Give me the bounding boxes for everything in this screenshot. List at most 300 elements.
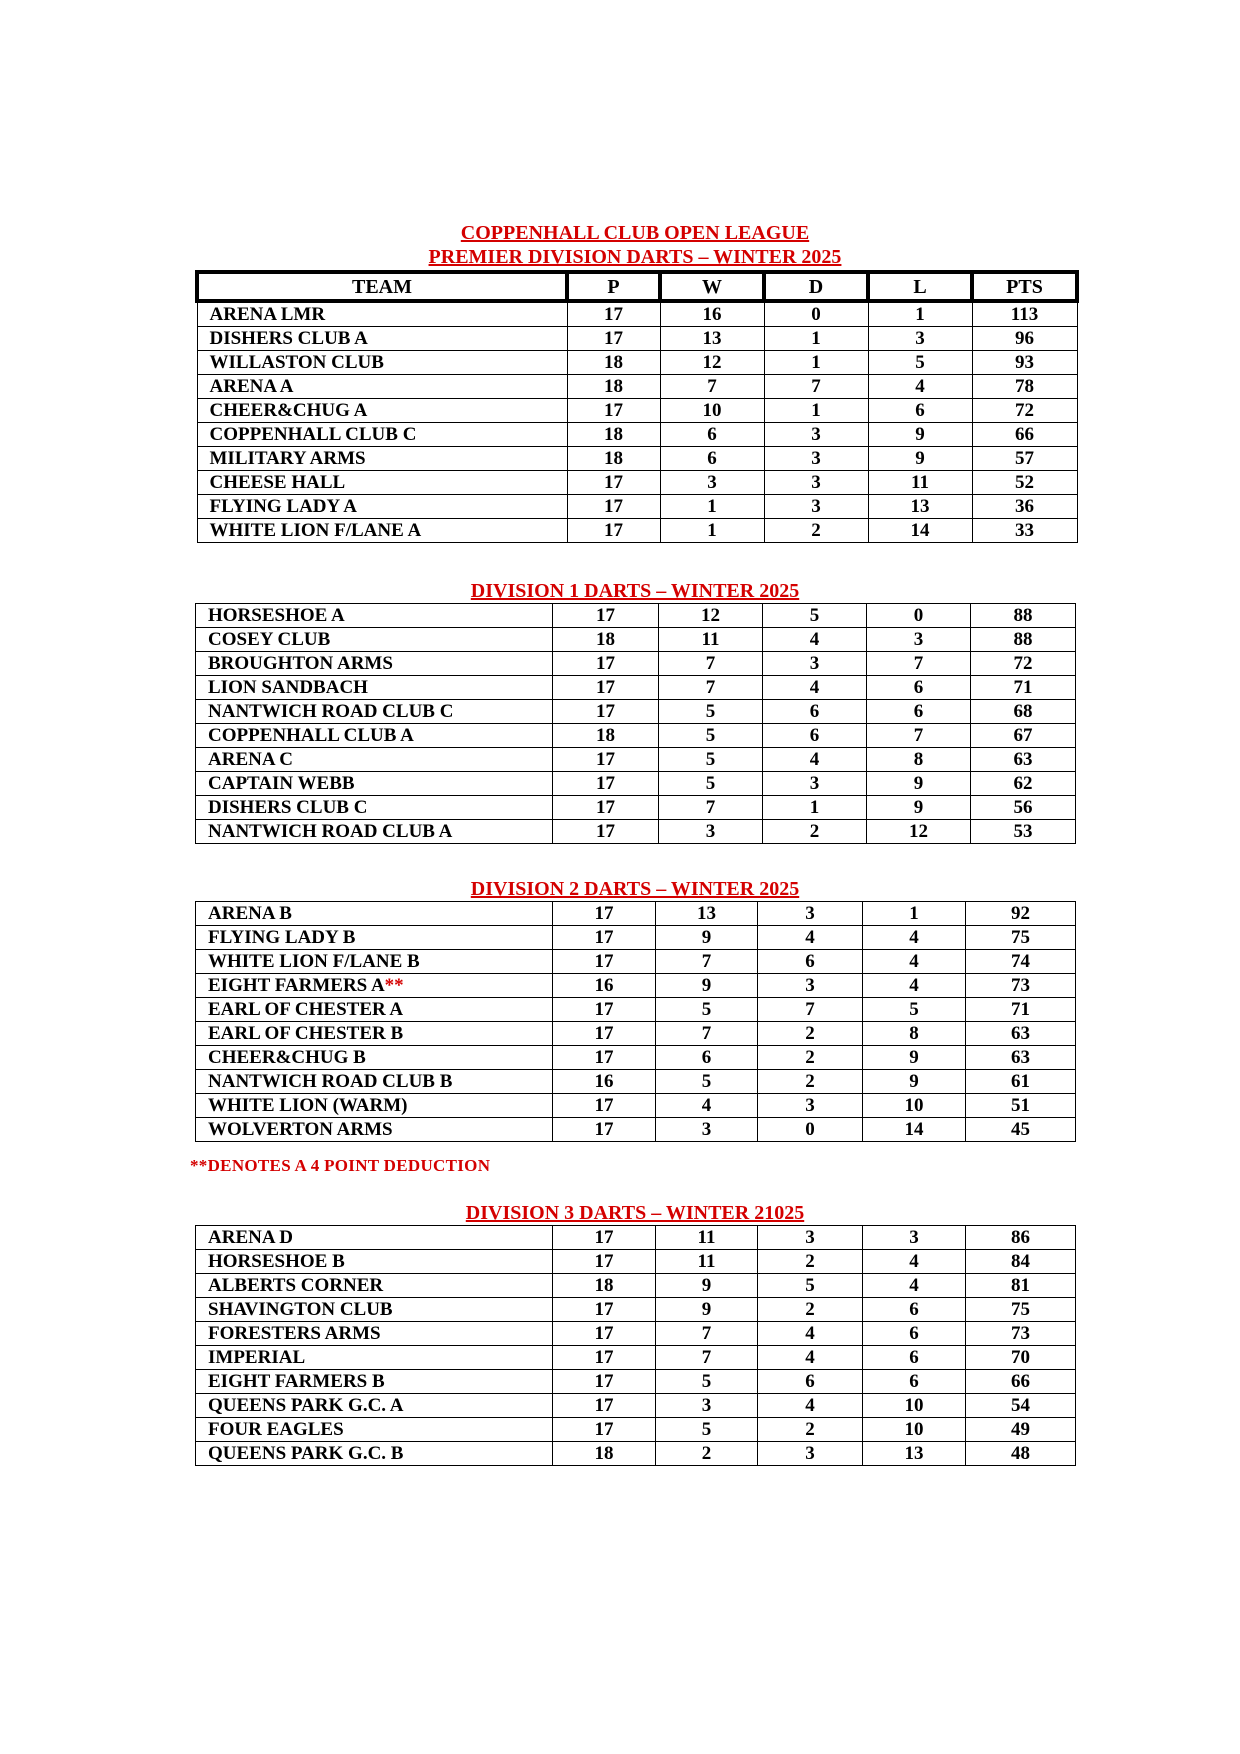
team-name: NANTWICH ROAD CLUB A bbox=[208, 820, 453, 842]
won-cell: 11 bbox=[656, 1250, 758, 1274]
deduction-marker: ** bbox=[384, 974, 404, 996]
drawn-cell: 4 bbox=[758, 1394, 863, 1418]
lost-cell: 10 bbox=[863, 1094, 966, 1118]
won-cell: 9 bbox=[656, 926, 758, 950]
table-row bbox=[196, 1322, 1076, 1346]
table-header-row bbox=[197, 272, 1077, 301]
won-cell: 11 bbox=[656, 1226, 758, 1250]
team-name-cell bbox=[196, 748, 553, 772]
team-name-cell bbox=[196, 1394, 553, 1418]
played-cell: 17 bbox=[553, 1298, 656, 1322]
team-name: ARENA C bbox=[208, 748, 293, 770]
table-row bbox=[196, 700, 1076, 724]
team-name: EARL OF CHESTER A bbox=[208, 998, 404, 1020]
won-cell: 6 bbox=[660, 447, 764, 471]
won-cell: 5 bbox=[656, 1370, 758, 1394]
team-name-cell bbox=[196, 1118, 553, 1142]
won-cell: 7 bbox=[656, 950, 758, 974]
played-cell: 17 bbox=[567, 471, 660, 495]
points-cell: 75 bbox=[966, 926, 1076, 950]
points-cell: 88 bbox=[971, 628, 1076, 652]
team-name-cell bbox=[196, 902, 553, 926]
team-name-cell bbox=[196, 628, 553, 652]
division-1-title: DIVISION 1 DARTS – WINTER 2025 bbox=[470, 580, 800, 602]
points-cell: 113 bbox=[972, 301, 1077, 327]
played-cell: 17 bbox=[553, 1226, 656, 1250]
played-cell: 17 bbox=[553, 950, 656, 974]
team-name-cell bbox=[196, 1442, 553, 1466]
played-cell: 17 bbox=[553, 604, 659, 628]
lost-cell: 10 bbox=[863, 1394, 966, 1418]
drawn-cell: 4 bbox=[763, 628, 867, 652]
played-cell: 17 bbox=[553, 902, 656, 926]
points-cell: 57 bbox=[972, 447, 1077, 471]
team-name-cell bbox=[196, 1070, 553, 1094]
played-cell: 18 bbox=[567, 351, 660, 375]
played-cell: 17 bbox=[553, 796, 659, 820]
team-name: COSEY CLUB bbox=[208, 628, 331, 650]
team-name: CHEESE HALL bbox=[209, 471, 346, 493]
lost-cell: 4 bbox=[863, 926, 966, 950]
lost-cell: 10 bbox=[863, 1418, 966, 1442]
drawn-cell: 3 bbox=[764, 471, 868, 495]
team-name: CHEER&CHUG B bbox=[208, 1046, 366, 1068]
played-cell: 17 bbox=[567, 399, 660, 423]
table-row bbox=[197, 423, 1077, 447]
division-2-table bbox=[195, 901, 1076, 1142]
points-cell: 70 bbox=[966, 1346, 1076, 1370]
lost-cell: 6 bbox=[868, 399, 972, 423]
won-cell: 7 bbox=[660, 375, 764, 399]
team-name-cell bbox=[196, 1094, 553, 1118]
points-cell: 78 bbox=[972, 375, 1077, 399]
drawn-cell: 2 bbox=[758, 1046, 863, 1070]
team-name-cell bbox=[196, 974, 553, 998]
played-cell: 17 bbox=[553, 820, 659, 844]
won-cell: 7 bbox=[659, 796, 763, 820]
lost-cell: 9 bbox=[867, 772, 971, 796]
played-cell: 17 bbox=[567, 495, 660, 519]
team-name-cell bbox=[196, 1274, 553, 1298]
points-cell: 86 bbox=[966, 1226, 1076, 1250]
team-name-cell bbox=[196, 1022, 553, 1046]
points-cell: 63 bbox=[966, 1022, 1076, 1046]
lost-cell: 13 bbox=[863, 1442, 966, 1466]
won-cell: 5 bbox=[659, 700, 763, 724]
played-cell: 17 bbox=[553, 1046, 656, 1070]
drawn-cell: 6 bbox=[763, 724, 867, 748]
drawn-cell: 6 bbox=[763, 700, 867, 724]
team-name: HORSESHOE A bbox=[208, 604, 345, 626]
team-name: ARENA D bbox=[208, 1226, 293, 1248]
played-cell: 16 bbox=[553, 1070, 656, 1094]
team-name-cell bbox=[196, 820, 553, 844]
team-name: CAPTAIN WEBB bbox=[208, 772, 355, 794]
team-name: SHAVINGTON CLUB bbox=[208, 1298, 393, 1320]
premier-division-table bbox=[195, 270, 1079, 543]
team-name: FLYING LADY A bbox=[209, 495, 357, 517]
team-name-cell bbox=[197, 495, 567, 519]
premier-division-title: PREMIER DIVISION DARTS – WINTER 2025 bbox=[428, 246, 842, 268]
points-cell: 53 bbox=[971, 820, 1076, 844]
lost-cell: 7 bbox=[867, 724, 971, 748]
drawn-cell: 2 bbox=[758, 1022, 863, 1046]
drawn-cell: 3 bbox=[764, 423, 868, 447]
won-cell: 13 bbox=[656, 902, 758, 926]
drawn-cell: 3 bbox=[758, 1094, 863, 1118]
team-name-cell bbox=[196, 772, 553, 796]
lost-cell: 6 bbox=[863, 1322, 966, 1346]
table-row bbox=[197, 447, 1077, 471]
played-cell: 17 bbox=[553, 1250, 656, 1274]
team-name-cell bbox=[197, 399, 567, 423]
team-name-cell bbox=[197, 447, 567, 471]
played-cell: 17 bbox=[553, 652, 659, 676]
team-name: WHITE LION F/LANE A bbox=[209, 519, 422, 541]
won-cell: 2 bbox=[656, 1442, 758, 1466]
division-1-table bbox=[195, 603, 1076, 844]
points-cell: 66 bbox=[966, 1370, 1076, 1394]
table-row bbox=[196, 820, 1076, 844]
drawn-cell: 3 bbox=[763, 772, 867, 796]
table-row bbox=[196, 1070, 1076, 1094]
played-cell: 17 bbox=[553, 772, 659, 796]
drawn-cell: 6 bbox=[758, 950, 863, 974]
lost-cell: 9 bbox=[868, 423, 972, 447]
table-row bbox=[196, 628, 1076, 652]
team-name-cell bbox=[196, 652, 553, 676]
won-cell: 10 bbox=[660, 399, 764, 423]
team-name-cell bbox=[196, 604, 553, 628]
team-name: WILLASTON CLUB bbox=[209, 351, 384, 373]
table-row bbox=[196, 926, 1076, 950]
team-name: FOUR EAGLES bbox=[208, 1418, 344, 1440]
points-cell: 73 bbox=[966, 1322, 1076, 1346]
team-name: BROUGHTON ARMS bbox=[208, 652, 393, 674]
lost-cell: 14 bbox=[868, 519, 972, 543]
lost-cell: 6 bbox=[863, 1346, 966, 1370]
drawn-cell: 1 bbox=[763, 796, 867, 820]
points-cell: 67 bbox=[971, 724, 1076, 748]
team-name: WOLVERTON ARMS bbox=[208, 1118, 393, 1140]
column-header-won: W bbox=[660, 272, 764, 301]
points-cell: 74 bbox=[966, 950, 1076, 974]
lost-cell: 4 bbox=[868, 375, 972, 399]
table-row bbox=[196, 724, 1076, 748]
team-name: EIGHT FARMERS B bbox=[208, 1370, 385, 1392]
drawn-cell: 3 bbox=[758, 1442, 863, 1466]
team-name: HORSESHOE B bbox=[208, 1250, 345, 1272]
points-cell: 63 bbox=[971, 748, 1076, 772]
won-cell: 7 bbox=[656, 1322, 758, 1346]
won-cell: 5 bbox=[659, 748, 763, 772]
won-cell: 9 bbox=[656, 1298, 758, 1322]
played-cell: 17 bbox=[553, 1094, 656, 1118]
lost-cell: 4 bbox=[863, 1274, 966, 1298]
played-cell: 17 bbox=[553, 1418, 656, 1442]
lost-cell: 11 bbox=[868, 471, 972, 495]
points-cell: 63 bbox=[966, 1046, 1076, 1070]
played-cell: 17 bbox=[553, 926, 656, 950]
won-cell: 5 bbox=[656, 1418, 758, 1442]
points-cell: 96 bbox=[972, 327, 1077, 351]
team-name: COPPENHALL CLUB A bbox=[208, 724, 414, 746]
lost-cell: 3 bbox=[868, 327, 972, 351]
table-row bbox=[196, 1442, 1076, 1466]
drawn-cell: 0 bbox=[758, 1118, 863, 1142]
points-cell: 68 bbox=[971, 700, 1076, 724]
league-title: COPPENHALL CLUB OPEN LEAGUE bbox=[460, 222, 810, 244]
played-cell: 18 bbox=[567, 447, 660, 471]
team-name-cell bbox=[197, 471, 567, 495]
team-name-cell bbox=[196, 1322, 553, 1346]
points-cell: 93 bbox=[972, 351, 1077, 375]
column-header-lost: L bbox=[868, 272, 972, 301]
played-cell: 18 bbox=[553, 1442, 656, 1466]
team-name-cell bbox=[197, 351, 567, 375]
drawn-cell: 4 bbox=[763, 748, 867, 772]
won-cell: 16 bbox=[660, 301, 764, 327]
lost-cell: 14 bbox=[863, 1118, 966, 1142]
drawn-cell: 0 bbox=[764, 301, 868, 327]
table-row bbox=[196, 748, 1076, 772]
points-cell: 75 bbox=[966, 1298, 1076, 1322]
lost-cell: 9 bbox=[863, 1046, 966, 1070]
lost-cell: 12 bbox=[867, 820, 971, 844]
points-cell: 51 bbox=[966, 1094, 1076, 1118]
table-row bbox=[196, 1094, 1076, 1118]
team-name: NANTWICH ROAD CLUB B bbox=[208, 1070, 453, 1092]
won-cell: 13 bbox=[660, 327, 764, 351]
points-cell: 66 bbox=[972, 423, 1077, 447]
lost-cell: 6 bbox=[863, 1298, 966, 1322]
team-name: EIGHT FARMERS A bbox=[208, 974, 385, 996]
played-cell: 17 bbox=[553, 1346, 656, 1370]
table-row bbox=[196, 1370, 1076, 1394]
played-cell: 17 bbox=[567, 301, 660, 327]
points-cell: 45 bbox=[966, 1118, 1076, 1142]
won-cell: 5 bbox=[656, 1070, 758, 1094]
played-cell: 17 bbox=[553, 1022, 656, 1046]
team-name: DISHERS CLUB C bbox=[208, 796, 368, 818]
drawn-cell: 3 bbox=[764, 495, 868, 519]
points-cell: 54 bbox=[966, 1394, 1076, 1418]
lost-cell: 13 bbox=[868, 495, 972, 519]
lost-cell: 0 bbox=[867, 604, 971, 628]
played-cell: 17 bbox=[567, 327, 660, 351]
team-name-cell bbox=[196, 1250, 553, 1274]
drawn-cell: 4 bbox=[758, 1322, 863, 1346]
drawn-cell: 2 bbox=[764, 519, 868, 543]
points-cell: 49 bbox=[966, 1418, 1076, 1442]
won-cell: 4 bbox=[656, 1094, 758, 1118]
drawn-cell: 2 bbox=[758, 1250, 863, 1274]
drawn-cell: 7 bbox=[764, 375, 868, 399]
lost-cell: 1 bbox=[868, 301, 972, 327]
lost-cell: 5 bbox=[868, 351, 972, 375]
won-cell: 9 bbox=[656, 1274, 758, 1298]
lost-cell: 8 bbox=[863, 1022, 966, 1046]
won-cell: 3 bbox=[656, 1118, 758, 1142]
lost-cell: 4 bbox=[863, 950, 966, 974]
lost-cell: 1 bbox=[863, 902, 966, 926]
won-cell: 7 bbox=[656, 1022, 758, 1046]
lost-cell: 8 bbox=[867, 748, 971, 772]
points-cell: 72 bbox=[972, 399, 1077, 423]
table-row bbox=[196, 652, 1076, 676]
won-cell: 5 bbox=[656, 998, 758, 1022]
table-row bbox=[197, 375, 1077, 399]
played-cell: 18 bbox=[567, 375, 660, 399]
team-name: WHITE LION F/LANE B bbox=[208, 950, 420, 972]
deduction-footnote: **DENOTES A 4 POINT DEDUCTION bbox=[190, 1156, 491, 1175]
team-name: COPPENHALL CLUB C bbox=[209, 423, 417, 445]
team-name: ARENA B bbox=[208, 902, 292, 924]
team-name: MILITARY ARMS bbox=[209, 447, 366, 469]
table-row bbox=[196, 1046, 1076, 1070]
lost-cell: 9 bbox=[867, 796, 971, 820]
drawn-cell: 6 bbox=[758, 1370, 863, 1394]
table-row bbox=[196, 1274, 1076, 1298]
drawn-cell: 2 bbox=[758, 1298, 863, 1322]
won-cell: 3 bbox=[656, 1394, 758, 1418]
table-row bbox=[196, 676, 1076, 700]
played-cell: 17 bbox=[553, 1322, 656, 1346]
won-cell: 6 bbox=[656, 1046, 758, 1070]
table-row bbox=[197, 399, 1077, 423]
points-cell: 52 bbox=[972, 471, 1077, 495]
team-name: EARL OF CHESTER B bbox=[208, 1022, 404, 1044]
team-name-cell bbox=[196, 1418, 553, 1442]
team-name-cell bbox=[196, 724, 553, 748]
drawn-cell: 3 bbox=[763, 652, 867, 676]
division-3-title: DIVISION 3 DARTS – WINTER 21025 bbox=[465, 1202, 805, 1224]
team-name-cell bbox=[196, 998, 553, 1022]
drawn-cell: 5 bbox=[758, 1274, 863, 1298]
points-cell: 73 bbox=[966, 974, 1076, 998]
points-cell: 71 bbox=[971, 676, 1076, 700]
played-cell: 17 bbox=[553, 676, 659, 700]
team-name: FLYING LADY B bbox=[208, 926, 356, 948]
drawn-cell: 1 bbox=[764, 327, 868, 351]
played-cell: 16 bbox=[553, 974, 656, 998]
lost-cell: 4 bbox=[863, 1250, 966, 1274]
points-cell: 84 bbox=[966, 1250, 1076, 1274]
lost-cell: 6 bbox=[867, 676, 971, 700]
played-cell: 17 bbox=[567, 519, 660, 543]
lost-cell: 3 bbox=[867, 628, 971, 652]
column-header-played: P bbox=[567, 272, 660, 301]
points-cell: 72 bbox=[971, 652, 1076, 676]
team-name-cell bbox=[196, 1298, 553, 1322]
team-name-cell bbox=[197, 327, 567, 351]
team-name: NANTWICH ROAD CLUB C bbox=[208, 700, 454, 722]
table-row bbox=[196, 772, 1076, 796]
won-cell: 7 bbox=[656, 1346, 758, 1370]
points-cell: 81 bbox=[966, 1274, 1076, 1298]
team-name-cell bbox=[197, 519, 567, 543]
team-name-cell bbox=[196, 926, 553, 950]
table-row bbox=[197, 495, 1077, 519]
won-cell: 1 bbox=[660, 495, 764, 519]
lost-cell: 4 bbox=[863, 974, 966, 998]
points-cell: 62 bbox=[971, 772, 1076, 796]
table-row bbox=[196, 1022, 1076, 1046]
drawn-cell: 1 bbox=[764, 399, 868, 423]
lost-cell: 3 bbox=[863, 1226, 966, 1250]
won-cell: 1 bbox=[660, 519, 764, 543]
drawn-cell: 4 bbox=[758, 1346, 863, 1370]
won-cell: 5 bbox=[659, 724, 763, 748]
points-cell: 88 bbox=[971, 604, 1076, 628]
drawn-cell: 2 bbox=[758, 1418, 863, 1442]
table-row bbox=[196, 1346, 1076, 1370]
table-row bbox=[197, 327, 1077, 351]
drawn-cell: 3 bbox=[764, 447, 868, 471]
table-row bbox=[196, 1298, 1076, 1322]
points-cell: 92 bbox=[966, 902, 1076, 926]
won-cell: 9 bbox=[656, 974, 758, 998]
team-name: ALBERTS CORNER bbox=[208, 1274, 384, 1296]
table-row bbox=[196, 998, 1076, 1022]
played-cell: 17 bbox=[553, 1370, 656, 1394]
table-row bbox=[196, 796, 1076, 820]
column-header-points: PTS bbox=[972, 272, 1077, 301]
played-cell: 18 bbox=[553, 724, 659, 748]
table-row bbox=[196, 1226, 1076, 1250]
team-name-cell bbox=[197, 375, 567, 399]
drawn-cell: 1 bbox=[764, 351, 868, 375]
lost-cell: 6 bbox=[867, 700, 971, 724]
played-cell: 18 bbox=[553, 1274, 656, 1298]
lost-cell: 9 bbox=[863, 1070, 966, 1094]
points-cell: 56 bbox=[971, 796, 1076, 820]
table-row bbox=[196, 902, 1076, 926]
points-cell: 71 bbox=[966, 998, 1076, 1022]
points-cell: 61 bbox=[966, 1070, 1076, 1094]
team-name-cell bbox=[197, 301, 567, 327]
played-cell: 17 bbox=[553, 1118, 656, 1142]
played-cell: 17 bbox=[553, 700, 659, 724]
won-cell: 11 bbox=[659, 628, 763, 652]
played-cell: 17 bbox=[553, 748, 659, 772]
team-name: FORESTERS ARMS bbox=[208, 1322, 381, 1344]
table-row bbox=[196, 604, 1076, 628]
table-row bbox=[196, 1118, 1076, 1142]
column-header-drawn: D bbox=[764, 272, 868, 301]
table-row bbox=[197, 301, 1077, 327]
played-cell: 17 bbox=[553, 1394, 656, 1418]
table-row bbox=[197, 471, 1077, 495]
team-name: IMPERIAL bbox=[208, 1346, 306, 1368]
table-row bbox=[196, 1418, 1076, 1442]
drawn-cell: 3 bbox=[758, 902, 863, 926]
won-cell: 12 bbox=[660, 351, 764, 375]
played-cell: 18 bbox=[553, 628, 659, 652]
drawn-cell: 5 bbox=[763, 604, 867, 628]
team-name: CHEER&CHUG A bbox=[209, 399, 368, 421]
won-cell: 3 bbox=[660, 471, 764, 495]
team-name: QUEENS PARK G.C. B bbox=[208, 1442, 404, 1464]
team-name: ARENA A bbox=[209, 375, 294, 397]
drawn-cell: 2 bbox=[758, 1070, 863, 1094]
lost-cell: 6 bbox=[863, 1370, 966, 1394]
won-cell: 7 bbox=[659, 676, 763, 700]
drawn-cell: 3 bbox=[758, 1226, 863, 1250]
table-row bbox=[196, 950, 1076, 974]
won-cell: 3 bbox=[659, 820, 763, 844]
team-name: DISHERS CLUB A bbox=[209, 327, 368, 349]
